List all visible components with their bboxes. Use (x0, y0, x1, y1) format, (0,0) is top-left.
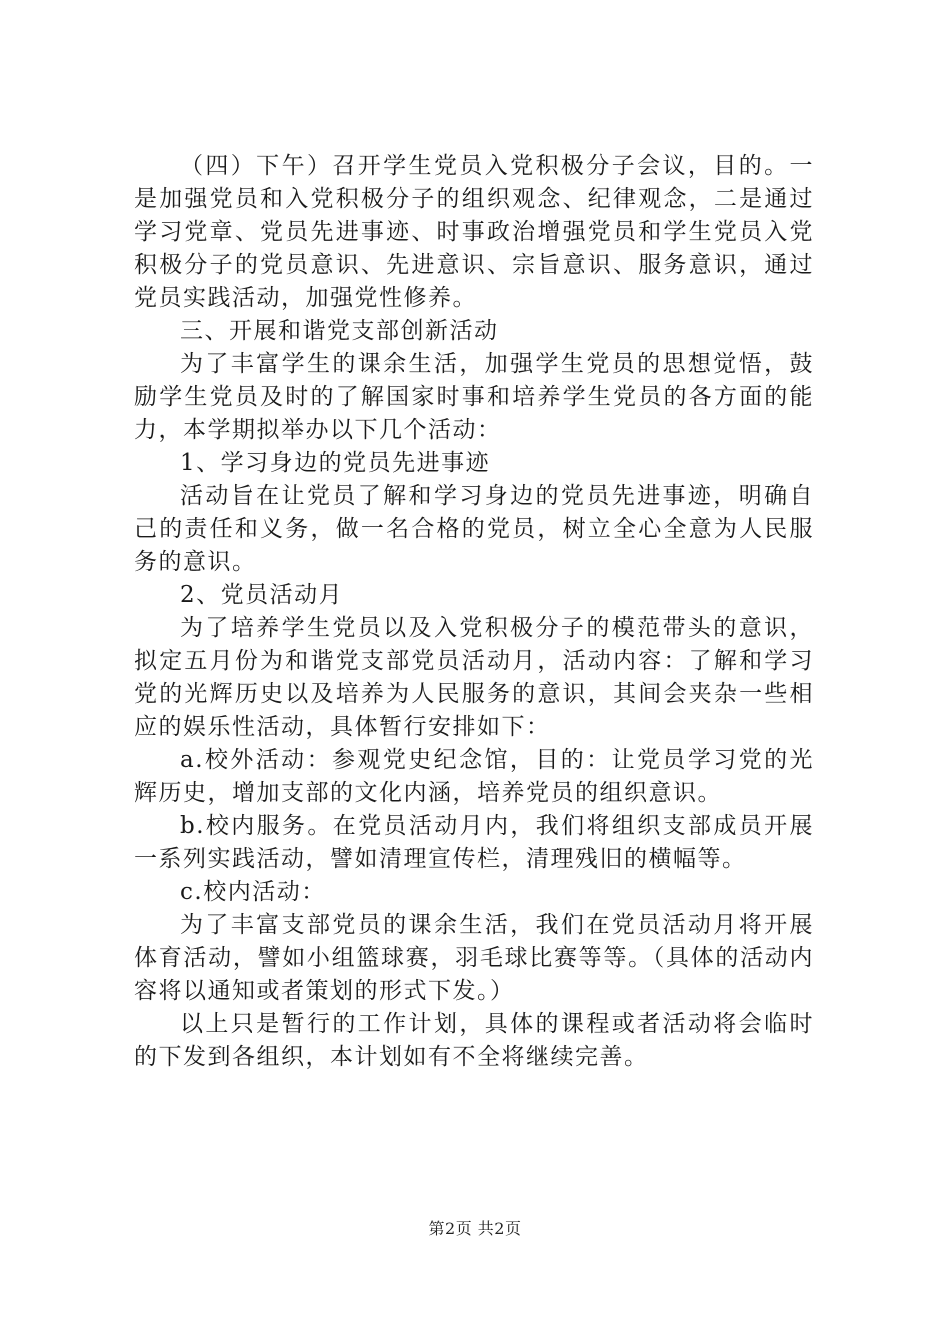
item-heading-1: 1、学习身边的党员先进事迹 (180, 450, 491, 476)
paragraph-intro-activities: 为了丰富学生的课余生活，加强学生党员的思想觉悟，鼓励学生党员及时的了解国家时事和培养学生党员的各方面的能力，本学期拟举办以下几个活动： (134, 351, 814, 443)
paragraph-sub-item-c: 为了丰富支部党员的课余生活，我们在党员活动月将开展体育活动，譬如小组篮球赛，羽毛球比赛等等。（具体的活动内容将以通知或者策划的形式下发。） (134, 912, 814, 1004)
sub-item-a: a.校外活动：参观党史纪念馆，目的：让党员学习党的光辉历史，增加支部的文化内涵，培养党员的组织意识。 (134, 747, 814, 806)
sub-item-c: c.校内活动： (180, 879, 326, 905)
section-heading-innovation: 三、开展和谐党支部创新活动 (180, 318, 499, 344)
document-body (134, 150, 814, 1074)
paragraph-meeting: （四）下午）召开学生党员入党积极分子会议，目的。一是加强党员和入党积极分子的组织观念、纪律观念，二是通过学习党章、党员先进事迹、时事政治增强党员和学生党员入党积极分子的党员意识、先进意识、宗旨意识、服务意识，通过党员实践活动，加强党性修养。 (134, 153, 814, 311)
sub-item-b: b.校内服务。在党员活动月内，我们将组织支部成员开展一系列实践活动，譬如清理宣传栏，清理残旧的横幅等。 (134, 813, 814, 872)
paragraph-item-1: 活动旨在让党员了解和学习身边的党员先进事迹，明确自己的责任和义务，做一名合格的党员，树立全心全意为人民服务的意识。 (134, 483, 814, 575)
paragraph-item-2: 为了培养学生党员以及入党积极分子的模范带头的意识，拟定五月份为和谐党支部党员活动月，活动内容：了解和学习党的光辉历史以及培养为人民服务的意识，其间会夹杂一些相应的娱乐性活动，具体暂行安排如下： (134, 615, 814, 740)
page-number-footer: 第2页 共2页 (428, 1219, 522, 1238)
paragraph-closing: 以上只是暂行的工作计划，具体的课程或者活动将会临时的下发到各组织，本计划如有不全将继续完善。 (134, 1011, 814, 1070)
item-heading-2: 2、党员活动月 (180, 582, 344, 608)
